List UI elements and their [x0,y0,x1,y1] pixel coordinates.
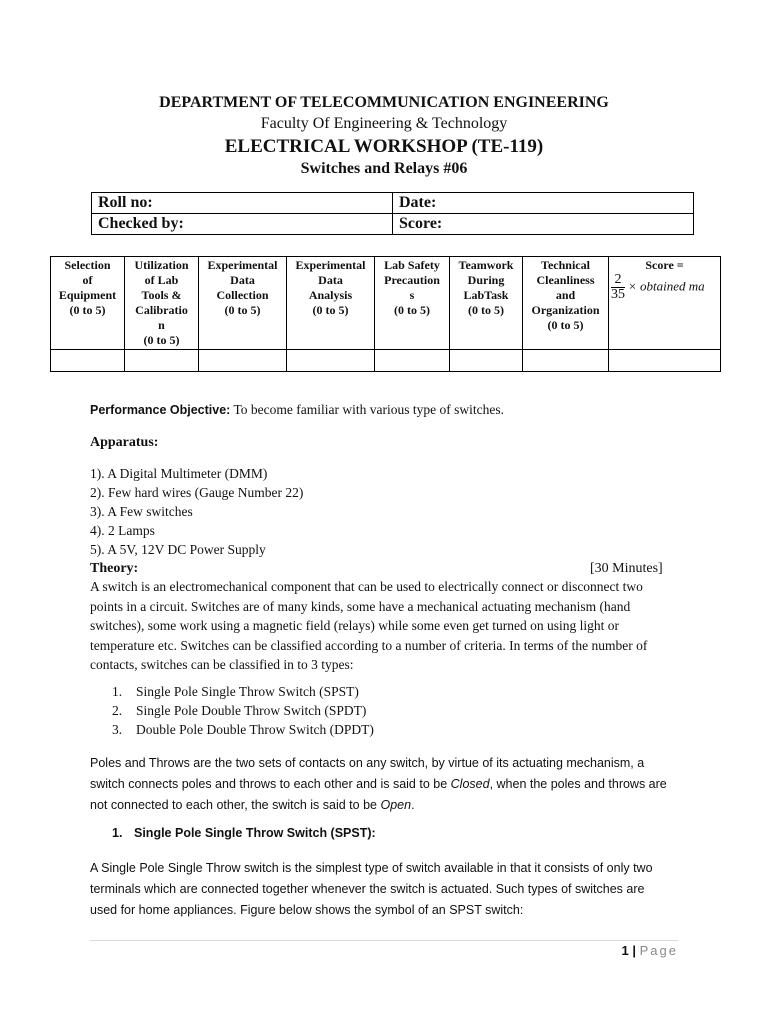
spst-line: A Single Pole Single Throw switch is the simplest type of switch available in that it consists of only two [90,861,653,875]
rubric-header-line: Precaution [384,273,440,287]
rubric-header-line: Technical [541,258,590,272]
roll-no-cell: Roll no: [92,193,393,214]
switch-type-item: 1. Single Pole Single Throw Switch (SPST) [112,684,359,699]
rubric-col-cleanliness [523,257,609,350]
apparatus-item: 1). A Digital Multimeter (DMM) [90,466,268,481]
apparatus-item: 4). 2 Lamps [90,523,155,538]
rubric-col-lab-safety [375,257,450,350]
rubric-header-line: of Lab [144,273,179,287]
rubric-header-line: (0 to 5) [547,318,584,332]
switch-type-item: 3. Double Pole Double Throw Switch (DPDT) [112,722,374,737]
rubric-blank-cell [51,350,125,372]
rubric-header-line: Equipment [58,288,117,302]
rubric-header-line: Teamwork [458,258,514,272]
rubric-blank-cell [199,350,287,372]
score-obtained-text: × obtained ma [628,278,705,294]
rubric-blank-cell [287,350,375,372]
poles-line: Poles and Throws are the two sets of contacts on any switch, by virtue of its actuating mechanism, a [90,756,645,770]
rubric-col-teamwork [450,257,523,350]
score-fraction [611,273,625,302]
spst-heading: 1. Single Pole Single Throw Switch (SPST): [112,826,376,840]
theory-heading: Theory: [90,561,139,576]
rubric-header-line: (0 to 5) [143,333,180,347]
rubric-header-line: Experimental [295,258,366,272]
rubric-header-line: Cleanliness [536,273,595,287]
poles-throws-paragraph [90,753,677,816]
rubric-col-selection [51,257,125,350]
score-formula-label: Score = [645,258,684,272]
theory-line: switches), some work using a magnetic field (relays) while some even get turned on using light or [90,618,619,633]
apparatus-item: 5). A 5V, 12V DC Power Supply [90,542,266,557]
score-cell: Score: [393,214,694,235]
rubric-header-line: Experimental [207,258,278,272]
rubric-header-line: Utilization [134,258,189,272]
faculty-subtitle: Faculty Of Engineering & Technology [260,115,508,132]
rubric-header-line: Selection [64,258,111,272]
score-numerator: 2 [611,273,625,288]
performance-label: Performance Objective: [90,403,231,417]
theory-time: [30 Minutes] [590,561,663,576]
rubric-header-line: s [409,288,415,302]
rubric-blank-cell [125,350,199,372]
rubric-blank-cell [375,350,450,372]
apparatus-item: 3). A Few switches [90,504,193,519]
poles-line: not connected to each other, the switch is said to be Open. [90,798,415,812]
spst-paragraph [90,858,677,921]
department-title: DEPARTMENT OF TELECOMMUNICATION ENGINEERING [159,94,609,111]
rubric-blank-cell [450,350,523,372]
switch-type-item: 2. Single Pole Double Throw Switch (SPDT) [112,703,367,718]
rubric-header-line: Organization [531,303,600,317]
rubric-header-line: Collection [216,288,269,302]
rubric-header-line: (0 to 5) [224,303,261,317]
spst-line: used for home appliances. Figure below shows the symbol of an SPST switch: [90,903,524,917]
rubric-col-data-analysis [287,257,375,350]
rubric-header-line: and [555,288,576,302]
rubric-header-line: Analysis [308,288,353,302]
rubric-header-line: During [467,273,505,287]
rubric-col-data-collection [199,257,287,350]
rubric-header-line: (0 to 5) [468,303,504,317]
rubric-header-line: (0 to 5) [69,303,106,317]
rubric-col-score [609,257,721,350]
rubric-blank-cell [609,350,721,372]
rubric-header-line: n [158,318,165,332]
rubric-table [50,256,721,372]
theory-line: A switch is an electromechanical component that can be used to electrically connect or disconnect two [90,579,643,594]
rubric-header-line: Lab Safety [384,258,440,272]
lab-title: Switches and Relays #06 [300,160,468,177]
rubric-header-line: (0 to 5) [312,303,349,317]
rubric-blank-cell [523,350,609,372]
rubric-header-line: Data [230,273,255,287]
rubric-header-line: (0 to 5) [394,303,430,317]
rubric-header-line: Tools & [141,288,182,302]
theory-line: temperature etc. Switches can be classified according to a number of criteria. In terms of the number of [90,637,648,653]
theory-line: points in a circuit. Switches are of many kinds, some have a mechanical actuating mechanism (hand [90,598,631,614]
apparatus-heading: Apparatus: [90,435,159,450]
score-denominator: 35 [611,287,625,302]
spst-line: terminals which are connected together whenever the switch is actuated. Such types of switches are [90,882,645,896]
page-number: 1 | Page [621,943,678,958]
rubric-header-line: of [82,273,93,287]
rubric-header-line: Data [318,273,343,287]
footer-divider [90,940,678,941]
rubric-col-utilization [125,257,199,350]
theory-paragraph [90,577,677,675]
performance-text: To become familiar with various type of switches. [233,402,504,417]
course-title: ELECTRICAL WORKSHOP (TE-119) [224,136,544,157]
student-info-table [91,192,694,235]
rubric-header-line: Calibratio [135,303,188,317]
theory-line: contacts, switches can be classified in to 3 types: [90,657,354,672]
performance-objective [90,402,504,418]
checked-by-cell: Checked by: [92,214,393,235]
rubric-header-line: LabTask [463,288,509,302]
date-cell: Date: [393,193,694,214]
apparatus-item: 2). Few hard wires (Gauge Number 22) [90,485,304,500]
poles-line: switch connects poles and throws to each other and is said to be Closed, when the poles and throws are [90,777,667,791]
